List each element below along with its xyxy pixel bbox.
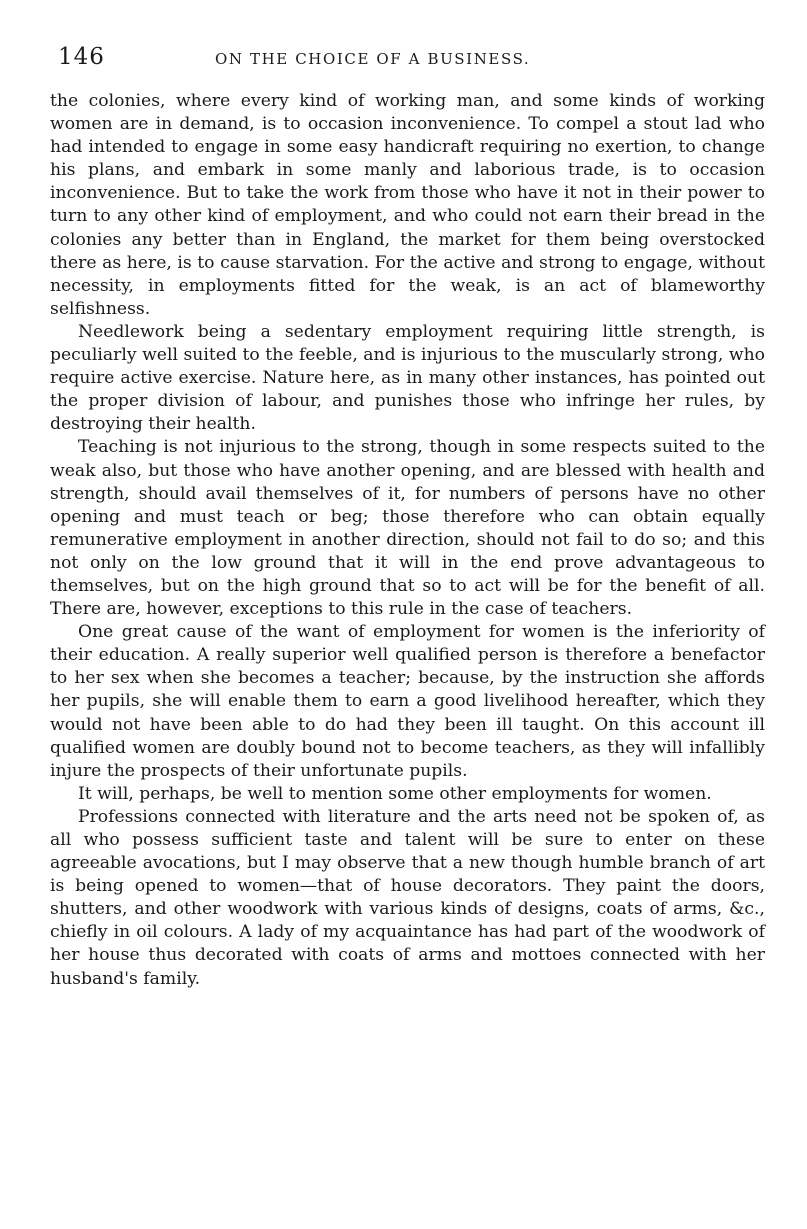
body-text (50, 90, 765, 991)
book-page (50, 40, 765, 991)
paragraph-professions: Professions connected with literature and the arts need not be spoken of, as all who possess sufficient taste and talent will be sure to enter on these agreeable avocations, but I may observe that a new though humble branch of art is being opened to women—that of house decorators. They paint the doors, shutters, and other woodwork with various kinds of designs, coats of arms, &c., chiefly in oil colours. A lady of my acquaintance has had part of the woodwork of her house thus decorated with coats of arms and mottoes connected with her husband's family. (50, 806, 765, 989)
paragraph-teaching: Teaching is not injurious to the strong, though in some respects suited to the weak also, but those who have another opening, and are blessed with health and strength, should avail themselves of it, for numbers of persons have no other opening and must teach or beg; those therefore who can obtain equally remunerative employment in another direction, should not fail to do so; and this not only on the low ground that it will in the end prove advantageous to themselves, but on the high ground that so to act will be for the benefit of all. There are, however, exceptions to this rule in the case of teachers. (50, 437, 765, 620)
running-head (50, 40, 765, 74)
paragraph-education: One great cause of the want of employment for women is the inferiority of their education. A really superior well qualified person is therefore a benefactor to her sex when she becomes a teacher; because, by the instruction she affords her pupils, she will enable them to earn a good livelihood hereafter, which they would not have been able to do had they been ill taught. On this account ill qualified women are doubly bound not to become teachers, as they will infallibly injure the prospects of their unfortunate pupils. (50, 622, 765, 781)
paragraph-continuation: the colonies, where every kind of working man, and some kinds of working women are in demand, is to occasion inconvenience. To compel a stout lad who had intended to engage in some easy handicraft requiring no exertion, to change his plans, and embark in some manly and laborious trade, is to occasion inconvenience. But to take the work from those who have it not in their power to turn to any other kind of employment, and who could not earn their bread in the colonies any better than in England, the market for them being overstocked there as here, is to cause starvation. For the active and strong to engage, without necessity, in employments fitted for the weak, is an act of blameworthy selfishness. (50, 91, 765, 319)
paragraph-other-employments: It will, perhaps, be well to mention some other employments for women. (78, 783, 712, 804)
page-number: 146 (58, 44, 105, 70)
paragraph-needlework: Needlework being a sedentary employment requiring little strength, is peculiarly well suited to the feeble, and is injurious to the muscularly strong, who require active exercise. Nature here, as in many other instances, has pointed out the proper division of labour, and punishes those who infringe her rules, by destroying their health. (50, 321, 765, 435)
running-title: ON THE CHOICE OF A BUSINESS. (215, 50, 531, 68)
